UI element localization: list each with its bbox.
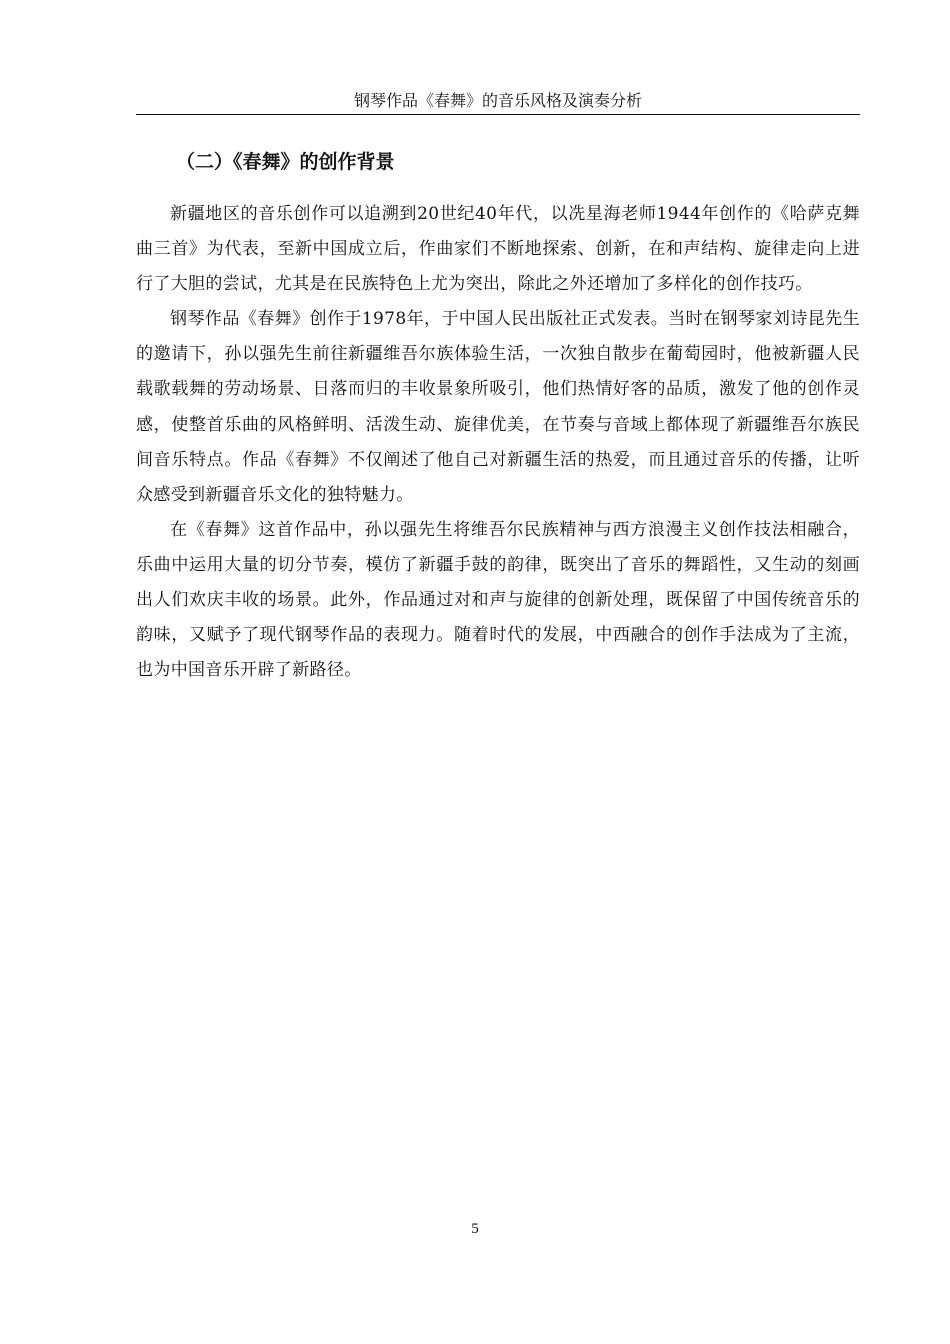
section-heading: （二）《春舞》的创作背景 [176,151,395,173]
paragraph-2: 钢琴作品《春舞》创作于1978年，于中国人民出版社正式发表。当时在钢琴家刘诗昆先生的邀请下，孙以强先生前往新疆维吾尔族体验生活，一次独自散步在葡萄园时，他被新疆人民载歌载舞的劳动场景、日落而归的丰收景象所吸引，他们热情好客的品质，激发了他的创作灵感，使整首乐曲的风格鲜明、活泼生动、旋律优美，在节奏与音域上都体现了新疆维吾尔族民间音乐特点。作品《春舞》不仅阐述了他自己对新疆生活的热爱，而且通过音乐的传播，让听众感受到新疆音乐文化的独特魅力。 [136,309,860,505]
body-text [136,197,860,688]
paragraph-3: 在《春舞》这首作品中，孙以强先生将维吾尔民族精神与西方浪漫主义创作技法相融合，乐曲中运用大量的切分节奏，模仿了新疆手鼓的韵律，既突出了音乐的舞蹈性，又生动的刻画出人们欢庆丰收的场景。此外，作品通过对和声与旋律的创新处理，既保留了中国传统音乐的韵味，又赋予了现代钢琴作品的表现力。随着时代的发展，中西融合的创作手法成为了主流，也为中国音乐开辟了新路径。 [136,519,860,681]
page-number: 5 [471,1221,479,1237]
header-rule [136,114,860,115]
running-header-title: 钢琴作品《春舞》的音乐风格及演奏分析 [353,91,642,110]
paragraph-1: 新疆地区的音乐创作可以追溯到20世纪40年代，以冼星海老师1944年创作的《哈萨克舞曲三首》为代表，至新中国成立后，作曲家们不断地探索、创新，在和声结构、旋律走向上进行了大胆的尝试，尤其是在民族特色上尤为突出，除此之外还增加了多样化的创作技巧。 [136,204,860,295]
